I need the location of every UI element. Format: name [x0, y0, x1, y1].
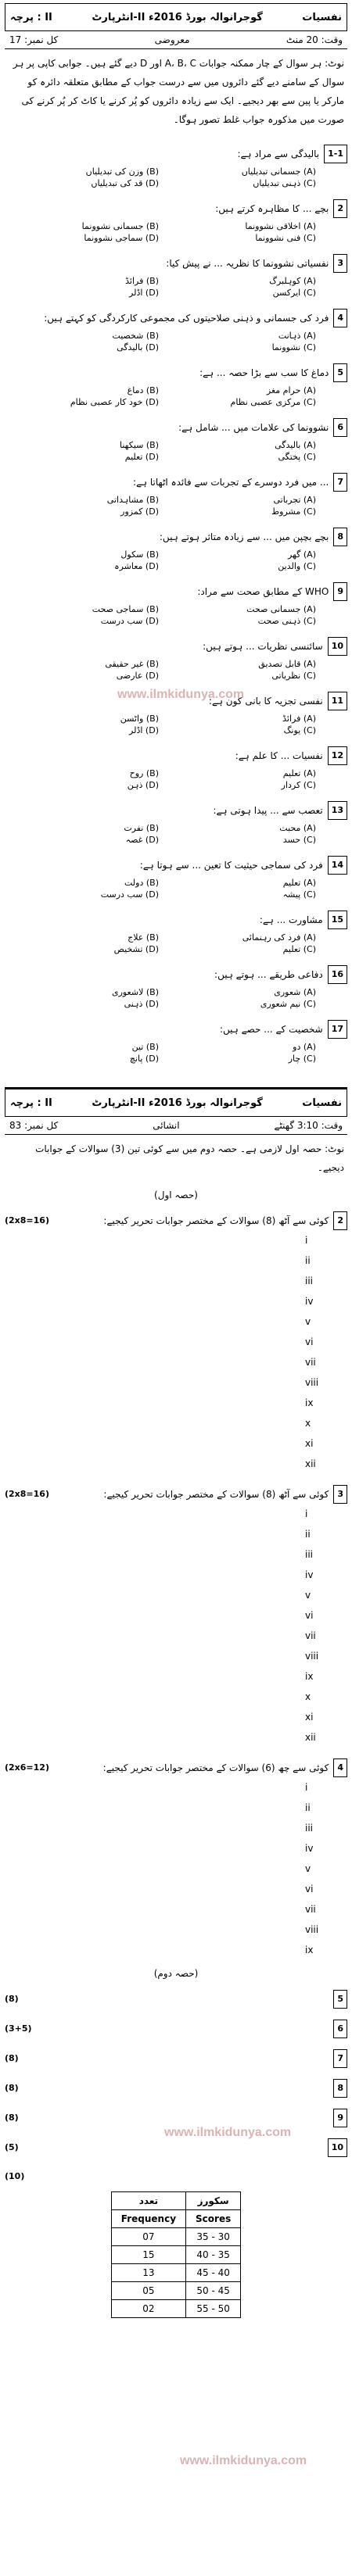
list-item	[5, 1798, 327, 1818]
mcq-option: (D) اڈلر	[129, 725, 159, 735]
mcq-option: (B) دماغ	[127, 385, 159, 395]
mcq-option: (B) سماجی صحت	[92, 604, 159, 614]
question-number: 5	[333, 363, 347, 382]
mcq-option: (D) بالیدگی	[117, 342, 159, 352]
watermark: www.ilmkidunya.com	[164, 2126, 292, 2139]
col-caption-urdu: سکورز	[186, 2192, 241, 2210]
marks-value: (10)	[5, 2171, 25, 2181]
subject-label: نفسیات	[302, 1097, 342, 1109]
question-number: 6	[333, 2020, 347, 2038]
question-number: 15	[328, 911, 347, 929]
mcq-item	[5, 582, 347, 626]
question-text: کوئی سے چھ (6) سوالات کے مختصر جوابات تحریر کیجیے:	[102, 1762, 329, 1773]
mcq-item	[5, 254, 347, 298]
list-item	[5, 1818, 327, 1838]
table-cell: 13	[111, 2264, 185, 2282]
roman-numeral: xi	[305, 1438, 314, 1449]
question-number: 4	[333, 309, 347, 327]
mcq-option: (B) علاج	[128, 932, 159, 943]
mcq-item	[5, 965, 347, 1009]
list-item	[5, 1230, 327, 1250]
roman-numeral: xii	[305, 1458, 316, 1469]
marks-label: کل نمبر: 83	[9, 1120, 59, 1131]
watermark: www.ilmkidunya.com	[180, 2454, 307, 2467]
list-item	[5, 1707, 327, 1727]
roman-numeral: vii	[305, 1357, 316, 1368]
question-text: بالیدگی سے مراد ہے:	[237, 148, 320, 159]
type-label: انشائی	[153, 1120, 180, 1131]
mcq-option: (A) تعلیم	[282, 768, 316, 778]
question-text: کوئی سے آٹھ (8) سوالات کے مختصر جوابات تحریر کیجیے:	[103, 1489, 329, 1500]
marks-value: (2x8=16)	[5, 1489, 49, 1499]
mcq-option: (C) ذہنی تبدیلیاں	[253, 178, 316, 188]
table-row	[111, 2246, 240, 2264]
list-item	[5, 1687, 327, 1707]
mcq-option: (B) شخصیت	[112, 331, 159, 341]
mcq-option: (A) تجرباتی	[273, 495, 316, 505]
mcq-option: (A) فرد کی رہنمائی	[242, 932, 316, 943]
question-number: 17	[328, 1020, 347, 1039]
table-cell: 50 - 55	[186, 2300, 241, 2318]
question-number: 6	[333, 418, 347, 437]
roman-numeral: ix	[305, 1945, 314, 1955]
paper-header-2	[5, 1089, 347, 1117]
mcq-option: (C) حسد	[282, 835, 316, 845]
list-item	[5, 1250, 327, 1271]
mcq-option: (D) کمزور	[120, 506, 159, 517]
table-cell: 07	[111, 2228, 185, 2246]
roman-numeral: x	[305, 1691, 311, 1702]
mcq-item	[5, 199, 347, 243]
mcq-option: (D) غصہ	[125, 835, 159, 845]
mcq-option: (D) پانچ	[129, 1054, 159, 1064]
list-item	[5, 1504, 327, 1524]
exam-label: انٹرپارٹ-II گوجرانوالہ بورڈ 2016ء	[92, 11, 263, 23]
question-text: دماغ کا سب سے بڑا حصہ ... ہے:	[199, 367, 329, 378]
question-number: 14	[328, 856, 347, 875]
mcq-option: (A) گھر	[288, 549, 316, 560]
table-cell: 05	[111, 2282, 185, 2300]
marks-value: (2x6=12)	[5, 1762, 49, 1773]
question-text: ... میں فرد دوسرے کے تجربات سے فائدہ اٹھاتا ہے:	[132, 477, 329, 488]
list-item	[5, 1271, 327, 1291]
mcq-option: (D) ذہنی	[124, 999, 159, 1009]
mcq-item	[5, 637, 347, 681]
mcq-option: (D) قد کی تبدیلیاں	[91, 178, 159, 188]
mcq-option: (D) سب درست	[100, 616, 159, 626]
list-item	[5, 1777, 327, 1798]
mcq-option: (B) مشاہداتی	[106, 495, 159, 505]
instructions-note: نوٹ: ہر سوال کے چار ممکنہ جوابات A، B، C اور D دیے گئے ہیں۔ جوابی کاپی پر ہر سوال کے سامنے دیے گئے دائروں میں سے درست جواب کے مطابق متعلقہ دائرہ کو مارکر یا پین سے بھر دیجیے۔ ایک سے زیادہ دائروں کو پُر کرنے یا کاٹ کر پُر کرنے کی صورت میں مذکورہ جواب غلط تصور ہوگا۔	[13, 58, 344, 125]
short-question-block	[5, 1211, 347, 1474]
marks-value: (2x8=16)	[5, 1215, 49, 1225]
question-number: 8	[333, 528, 347, 546]
list-item	[5, 1393, 327, 1413]
question-text: نفسیات ... کا علم ہے:	[235, 750, 323, 761]
mcq-option: (B) جسمانی نشوونما	[81, 221, 159, 231]
mcq-option: (B) روح	[129, 768, 159, 778]
mcq-option: (B) وزن کی تبدیلیاں	[85, 166, 159, 177]
paper-subheader-2	[5, 1117, 347, 1135]
mcq-option: (C) پختگی	[278, 452, 316, 462]
mcq-option: (A) جسمانی تبدیلیاں	[241, 166, 316, 177]
list-item	[5, 1919, 327, 1940]
roman-numeral: iv	[305, 1569, 314, 1580]
question-text: دفاعی طریقے ... ہوتے ہیں:	[214, 969, 323, 980]
mcq-option: (A) ذہانت	[278, 331, 316, 341]
mcq-option: (C) نیم شعوری	[260, 999, 316, 1009]
list-item	[5, 1727, 327, 1748]
question-text: مشاورت ... ہے:	[259, 914, 323, 925]
question-text: WHO کے مطابق صحت سے مراد:	[197, 586, 329, 597]
mcq-option: (C) مشروط	[271, 506, 316, 517]
roman-numeral: ii	[305, 1529, 311, 1540]
mcq-item	[5, 801, 347, 845]
marks-value: (8)	[5, 2053, 19, 2063]
mcq-option: (C) یونگ	[283, 725, 316, 735]
short-question-block	[5, 1485, 347, 1748]
mcq-item	[5, 473, 347, 517]
roman-numeral: iii	[305, 1823, 314, 1834]
marks-value: (8)	[5, 1994, 19, 2004]
table-cell: 45 - 50	[186, 2282, 241, 2300]
question-number: 2	[333, 1211, 347, 1230]
mcq-option: (D) معاشرہ	[114, 561, 159, 571]
table-cell: 30 - 35	[186, 2228, 241, 2246]
mcq-item	[5, 418, 347, 462]
question-text: نفسی تجزیہ کا بانی کون ہے:	[208, 696, 323, 707]
list-item	[5, 1291, 327, 1311]
mcq-option: (B) نفرت	[124, 823, 159, 833]
question-text: بچے بچپن میں ... سے زیادہ متاثر ہوتے ہیں:	[159, 531, 329, 542]
table-cell: 40 - 45	[186, 2264, 241, 2282]
roman-numeral: iv	[305, 1843, 314, 1854]
mcq-option: (A) بالیدگی	[275, 440, 316, 450]
mcq-option: (A) جسمانی صحت	[246, 604, 316, 614]
list-item	[5, 1879, 327, 1899]
question-number: 12	[328, 746, 347, 765]
question-number: 5	[333, 1990, 347, 2009]
short-question-block	[5, 1758, 347, 1960]
question-text: شخصیت کے ... حصے ہیں:	[219, 1024, 323, 1035]
list-item	[5, 1605, 327, 1626]
roman-numeral: vii	[305, 1904, 316, 1915]
mcq-option: (A) دو	[293, 1042, 316, 1052]
question-number: 4	[333, 1758, 347, 1777]
type-label: معروضی	[154, 34, 190, 45]
mcq-option: (B) دولت	[124, 878, 159, 888]
long-question	[5, 2079, 347, 2098]
roman-numeral: iii	[305, 1275, 314, 1286]
roman-numeral: vii	[305, 1630, 316, 1641]
section-title: (حصہ دوم)	[153, 1968, 199, 1979]
mcq-option: (B) فرائڈ	[125, 276, 159, 286]
marks-value: (5)	[5, 2142, 19, 2152]
mcq-option: (B) سکول	[120, 549, 159, 560]
list-item	[5, 1565, 327, 1585]
mcq-option: (A) فرائڈ	[282, 714, 316, 724]
roman-numeral: viii	[305, 1377, 319, 1388]
mcq-option: (A) حرام مغز	[266, 385, 316, 395]
roman-numeral: viii	[305, 1924, 319, 1935]
time-label: وقت: 20 منٹ	[286, 34, 343, 45]
instructions-note-2: نوٹ: حصہ اول لازمی ہے۔ حصہ دوم میں سے کوئی تین (3) سوالات کے جوابات دیجیے۔	[35, 1143, 344, 1173]
mcq-item	[5, 911, 347, 954]
list-item	[5, 1646, 327, 1666]
table-row	[111, 2300, 240, 2318]
list-item	[5, 1311, 327, 1332]
roman-numeral: x	[305, 1418, 311, 1429]
list-item	[5, 1585, 327, 1605]
question-number: 11	[328, 692, 347, 710]
mcq-option: (C) ایرکسن	[272, 288, 316, 298]
list-item	[5, 1899, 327, 1919]
mcq-option: (A) اخلاقی نشوونما	[245, 221, 316, 231]
mcq-item	[5, 363, 347, 407]
question-number: 10	[328, 2138, 347, 2157]
roman-numeral: vi	[305, 1336, 314, 1347]
long-question	[5, 2138, 347, 2157]
question-number: 1-1	[324, 145, 347, 163]
table-row	[111, 2282, 240, 2300]
mcq-option: (A) قابل تصدیق	[258, 659, 316, 669]
mcq-item	[5, 309, 347, 352]
mcq-option: (C) ذہنی صحت	[257, 616, 316, 626]
question-text: کوئی سے آٹھ (8) سوالات کے مختصر جوابات تحریر کیجیے:	[103, 1215, 329, 1226]
list-item	[5, 1372, 327, 1393]
question-number: 16	[328, 965, 347, 984]
long-question	[5, 2020, 347, 2038]
question-number: 10	[328, 637, 347, 656]
list-item	[5, 1859, 327, 1879]
list-item	[5, 1454, 327, 1474]
mcq-option: (B) تین	[131, 1042, 159, 1052]
mcq-option: (C) پیشہ	[282, 889, 316, 900]
mcq-option: (D) ذہن	[127, 780, 159, 790]
mcq-option: (D) عارضی	[116, 671, 159, 681]
roman-numeral: v	[305, 1316, 311, 1327]
question-number: 3	[333, 1485, 347, 1504]
mcq-option: (D) اڈلر	[129, 288, 159, 298]
roman-numeral: ix	[305, 1671, 314, 1682]
question-text: تعصب سے ... پیدا ہوتی ہے:	[213, 805, 323, 816]
mcq-option: (A) محبت	[279, 823, 316, 833]
time-label: وقت: 3:10 گھنٹے	[274, 1120, 343, 1131]
question-text: نشوونما کی علامات میں ... شامل ہے:	[178, 422, 329, 433]
paper-subheader	[5, 31, 347, 49]
list-item	[5, 1838, 327, 1859]
question-text: فرد کی جسمانی و ذہنی صلاحیتوں کی مجموعی کارکردگی کو کہتے ہیں:	[44, 313, 329, 324]
long-question	[5, 2109, 347, 2127]
roman-numeral: ii	[305, 1802, 311, 1813]
roman-numeral: v	[305, 1590, 311, 1601]
question-number: 13	[328, 801, 347, 820]
mcq-item	[5, 746, 347, 790]
roman-numeral: ix	[305, 1397, 314, 1408]
list-item	[5, 1332, 327, 1352]
mcq-item	[5, 856, 347, 900]
marks-value: (3+5)	[5, 2023, 32, 2034]
roman-numeral: i	[305, 1782, 308, 1793]
question-number: 7	[333, 2049, 347, 2068]
mcq-item	[5, 145, 347, 188]
list-item	[5, 1626, 327, 1646]
mcq-item	[5, 528, 347, 571]
question-text: سائنسی نظریات ... ہوتے ہیں:	[203, 641, 323, 652]
list-item	[5, 1433, 327, 1454]
mcq-option: (D) خود کار عصبی نظام	[70, 397, 159, 407]
question-text: فرد کی سماجی حیثیت کا تعین ... سے ہوتا ہے:	[139, 860, 323, 871]
list-item	[5, 1666, 327, 1687]
list-item	[5, 1524, 327, 1544]
mcq-option: (C) والدین	[278, 561, 316, 571]
question-text: بچے ... کا مظاہرہ کرتے ہیں:	[215, 203, 329, 214]
col-header: Scores	[186, 2210, 241, 2228]
exam-label: انٹرپارٹ-II گوجرانوالہ بورڈ 2016ء	[92, 1097, 263, 1109]
roman-numeral: v	[305, 1863, 311, 1874]
question-number: 7	[333, 473, 347, 492]
question-number: 8	[333, 2079, 347, 2098]
roman-numeral: vi	[305, 1884, 314, 1894]
table-cell: 35 - 40	[186, 2246, 241, 2264]
mcq-option: (C) مرکزی عصبی نظام	[230, 397, 316, 407]
question-number: 9	[333, 2109, 347, 2127]
mcq-option: (D) تشخیص	[113, 944, 159, 954]
col-caption-urdu: تعدد	[111, 2192, 185, 2210]
mcq-option: (B) سیکھنا	[120, 440, 159, 450]
list-item	[5, 1940, 327, 1960]
question-number: 9	[333, 582, 347, 601]
section-title: (حصہ اول)	[154, 1190, 198, 1200]
marks-value: (8)	[5, 2113, 19, 2123]
paper-label: پرچہ : II	[10, 1097, 52, 1109]
mcq-item	[5, 1020, 347, 1064]
mcq-option: (D) سماجی نشوونما	[84, 233, 159, 243]
table-row	[111, 2228, 240, 2246]
paper-header	[5, 3, 347, 31]
roman-numeral: xii	[305, 1732, 316, 1743]
mcq-option: (B) غیر حقیقی	[105, 659, 159, 669]
roman-numeral: vi	[305, 1610, 314, 1621]
watermark: www.ilmkidunya.com	[117, 688, 245, 701]
long-question	[5, 2049, 347, 2068]
mcq-option: (C) نشوونما	[271, 342, 316, 352]
mcq-option: (C) فنی نشوونما	[255, 233, 316, 243]
table-block	[5, 2168, 347, 2318]
mcq-option: (A) شعوری	[274, 987, 316, 997]
mcq-option: (B) لاشعوری	[111, 987, 159, 997]
col-header: Frequency	[111, 2210, 185, 2228]
marks-value: (8)	[5, 2083, 19, 2093]
table-cell: 15	[111, 2246, 185, 2264]
mcq-option: (A) کوہلبرگ	[269, 276, 316, 286]
roman-numeral: ii	[305, 1255, 311, 1266]
frequency-table	[111, 2191, 241, 2318]
marks-label: کل نمبر: 17	[9, 34, 59, 45]
roman-numeral: viii	[305, 1651, 319, 1662]
question-number: 2	[333, 199, 347, 218]
question-number: 3	[333, 254, 347, 273]
roman-numeral: iii	[305, 1549, 314, 1560]
roman-numeral: i	[305, 1508, 308, 1519]
mcq-option: (D) سب درست	[100, 889, 159, 900]
list-item	[5, 1413, 327, 1433]
mcq-option: (D) تعلیم	[124, 452, 159, 462]
question-text: نفسیاتی نشوونما کا نظریہ ... نے پیش کیا:	[166, 258, 329, 269]
paper-label: پرچہ : II	[10, 11, 52, 23]
roman-numeral: xi	[305, 1712, 314, 1723]
list-item	[5, 1544, 327, 1565]
mcq-option: (C) چار	[288, 1054, 316, 1064]
mcq-option: (C) نظریاتی	[271, 671, 316, 681]
table-cell: 02	[111, 2300, 185, 2318]
mcq-option: (B) واٹسن	[120, 714, 159, 724]
subject-label: نفسیات	[302, 11, 342, 23]
mcq-option: (C) تعلیم	[282, 944, 316, 954]
list-item	[5, 1352, 327, 1372]
table-row	[111, 2264, 240, 2282]
mcq-option: (A) تعلیم	[282, 878, 316, 888]
roman-numeral: i	[305, 1235, 308, 1246]
roman-numeral: iv	[305, 1296, 314, 1307]
mcq-option: (C) کردار	[281, 780, 316, 790]
long-question	[5, 1990, 347, 2009]
